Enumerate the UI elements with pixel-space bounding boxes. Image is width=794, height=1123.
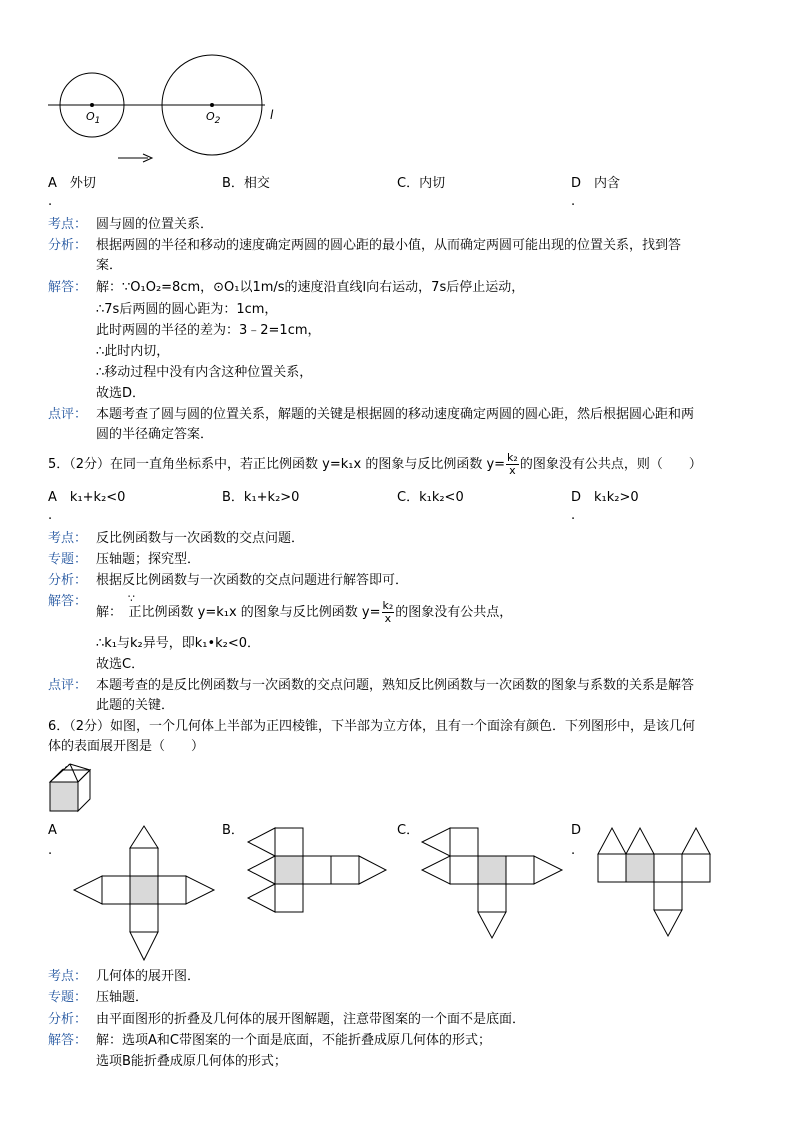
q5-jieda-label: 解答： — [48, 594, 88, 609]
q4-jieda-2: ∴7s后两圆的圆心距为：1cm， — [96, 302, 278, 317]
q4-kaodian-label: 考点： — [48, 217, 88, 232]
q5-zhuanti-label: 专题： — [48, 552, 88, 567]
q6-stem-1: 6．（2分）如图，一个几何体上半部为正四棱锥，下半部为立方体，且有一个面涂有颜色．下列图形中，是该几何 — [48, 719, 696, 734]
q5-option-b: B．k₁+k₂>0 — [222, 490, 300, 505]
q5-kaodian-label: 考点： — [48, 531, 88, 546]
q4-dianping-1: 本题考查了圆与圆的位置关系，解题的关键是根据圆的移动速度确定两圆的圆心距，然后根据圆心距和两 — [96, 407, 695, 422]
q4-option-c: C．内切 — [397, 176, 446, 191]
q5-jieda-because: ∵ — [128, 592, 135, 605]
q6-fenxi: 由平面图形的折叠及几何体的展开图解题，注意带图案的一个面不是底面． — [96, 1012, 526, 1027]
q5-dianping-2: 此题的关键． — [96, 698, 175, 713]
q4-kaodian: 圆与圆的位置关系． — [96, 217, 214, 232]
q4-dianping-label: 点评： — [48, 407, 88, 422]
label-o2: $O_2$ — [206, 110, 221, 126]
q4-fenxi-2: 案． — [96, 258, 123, 273]
q6-zhuanti: 压轴题． — [96, 990, 149, 1005]
q5-stem: 5．（2分）在同一直角坐标系中，若正比例函数 y=k₁x 的图象与反比例函数 y= $\frac{\text{k₂}}{x}$ 的图象没有公共点，则（ ） — [48, 451, 702, 477]
q4-jieda-5: ∴移动过程中没有内含这种位置关系， — [96, 365, 313, 380]
q5-jieda-3: 故选C． — [96, 657, 145, 672]
q6-jieda-2: 选项B能折叠成原几何体的形式； — [96, 1054, 287, 1069]
q5-jieda-1: 解： 正比例函数 y=k₁x 的图象与反比例函数 y= $\frac{\text{k₂}}{x}$ 的图象没有公共点， — [96, 599, 513, 625]
q6-option-c: C． — [397, 823, 420, 838]
q6-option-d: D — [571, 823, 582, 838]
q6-option-b: B． — [222, 823, 244, 838]
q6-option-d-dot: . — [571, 843, 576, 858]
q5-option-d: D k₁k₂>0 — [571, 490, 639, 505]
q6-zhuanti-label: 专题： — [48, 990, 88, 1005]
q4-dianping-2: 圆的半径确定答案． — [96, 427, 214, 442]
q4-jieda-1: 解：∵O₁O₂=8cm，⊙O₁以1m/s的速度沿直线l向右运动，7s后停止运动， — [96, 280, 525, 295]
q5-jieda-2: ∴k₁与k₂异号，即k₁•k₂<0． — [96, 636, 261, 651]
label-o1: $O_1$ — [86, 110, 101, 126]
q4-option-d: D 内含 — [571, 176, 621, 191]
q6-kaodian: 几何体的展开图． — [96, 969, 201, 984]
q4-option-b: B．相交 — [222, 176, 270, 191]
q4-fenxi-label: 分析： — [48, 238, 88, 253]
q5-kaodian: 反比例函数与一次函数的交点问题． — [96, 531, 305, 546]
q6-jieda-label: 解答： — [48, 1033, 88, 1048]
q5-option-c: C．k₁k₂<0 — [397, 490, 464, 505]
q5-jieda-fraction: $\frac{\text{k₂}}{x}$ — [382, 599, 394, 625]
q5-fenxi-label: 分析： — [48, 573, 88, 588]
q6-fenxi-label: 分析： — [48, 1012, 88, 1027]
label-l: l — [270, 108, 274, 122]
q5-dianping-1: 本题考查的是反比例函数与一次函数的交点问题，熟知反比例函数与一次函数的图象与系数的关系是解答 — [96, 678, 695, 693]
q6-option-a: A — [48, 823, 57, 838]
q6-option-a-dot: . — [48, 843, 53, 858]
q5-option-a-dot: . — [48, 508, 53, 523]
q4-jieda-label: 解答： — [48, 280, 88, 295]
q5-option-a: A k₁+k₂<0 — [48, 490, 126, 505]
q5-dianping-label: 点评： — [48, 678, 88, 693]
q4-option-a-dot: . — [48, 194, 53, 209]
q5-stem-fraction: $\frac{\text{k₂}}{x}$ — [507, 451, 518, 477]
q6-stem-2: 体的表面展开图是（ ） — [48, 739, 205, 754]
q4-fenxi-1: 根据两圆的半径和移动的速度确定两圆的圆心距的最小值，从而确定两圆可能出现的位置关系，找到答 — [96, 238, 682, 253]
q5-option-d-dot: . — [571, 508, 576, 523]
q6-jieda-1: 解：选项A和C带图案的一个面是底面，不能折叠成原几何体的形式； — [96, 1033, 491, 1048]
q4-jieda-4: ∴此时内切， — [96, 344, 170, 359]
q4-jieda-3: 此时两圆的半径的差为：3﹣2=1cm， — [96, 323, 321, 338]
q4-option-d-dot: . — [571, 194, 576, 209]
q5-zhuanti: 压轴题；探究型． — [96, 552, 201, 567]
q5-fenxi: 根据反比例函数与一次函数的交点问题进行解答即可． — [96, 573, 409, 588]
q4-jieda-6: 故选D． — [96, 386, 146, 401]
q6-kaodian-label: 考点： — [48, 969, 88, 984]
q4-option-a: A 外切 — [48, 176, 96, 191]
